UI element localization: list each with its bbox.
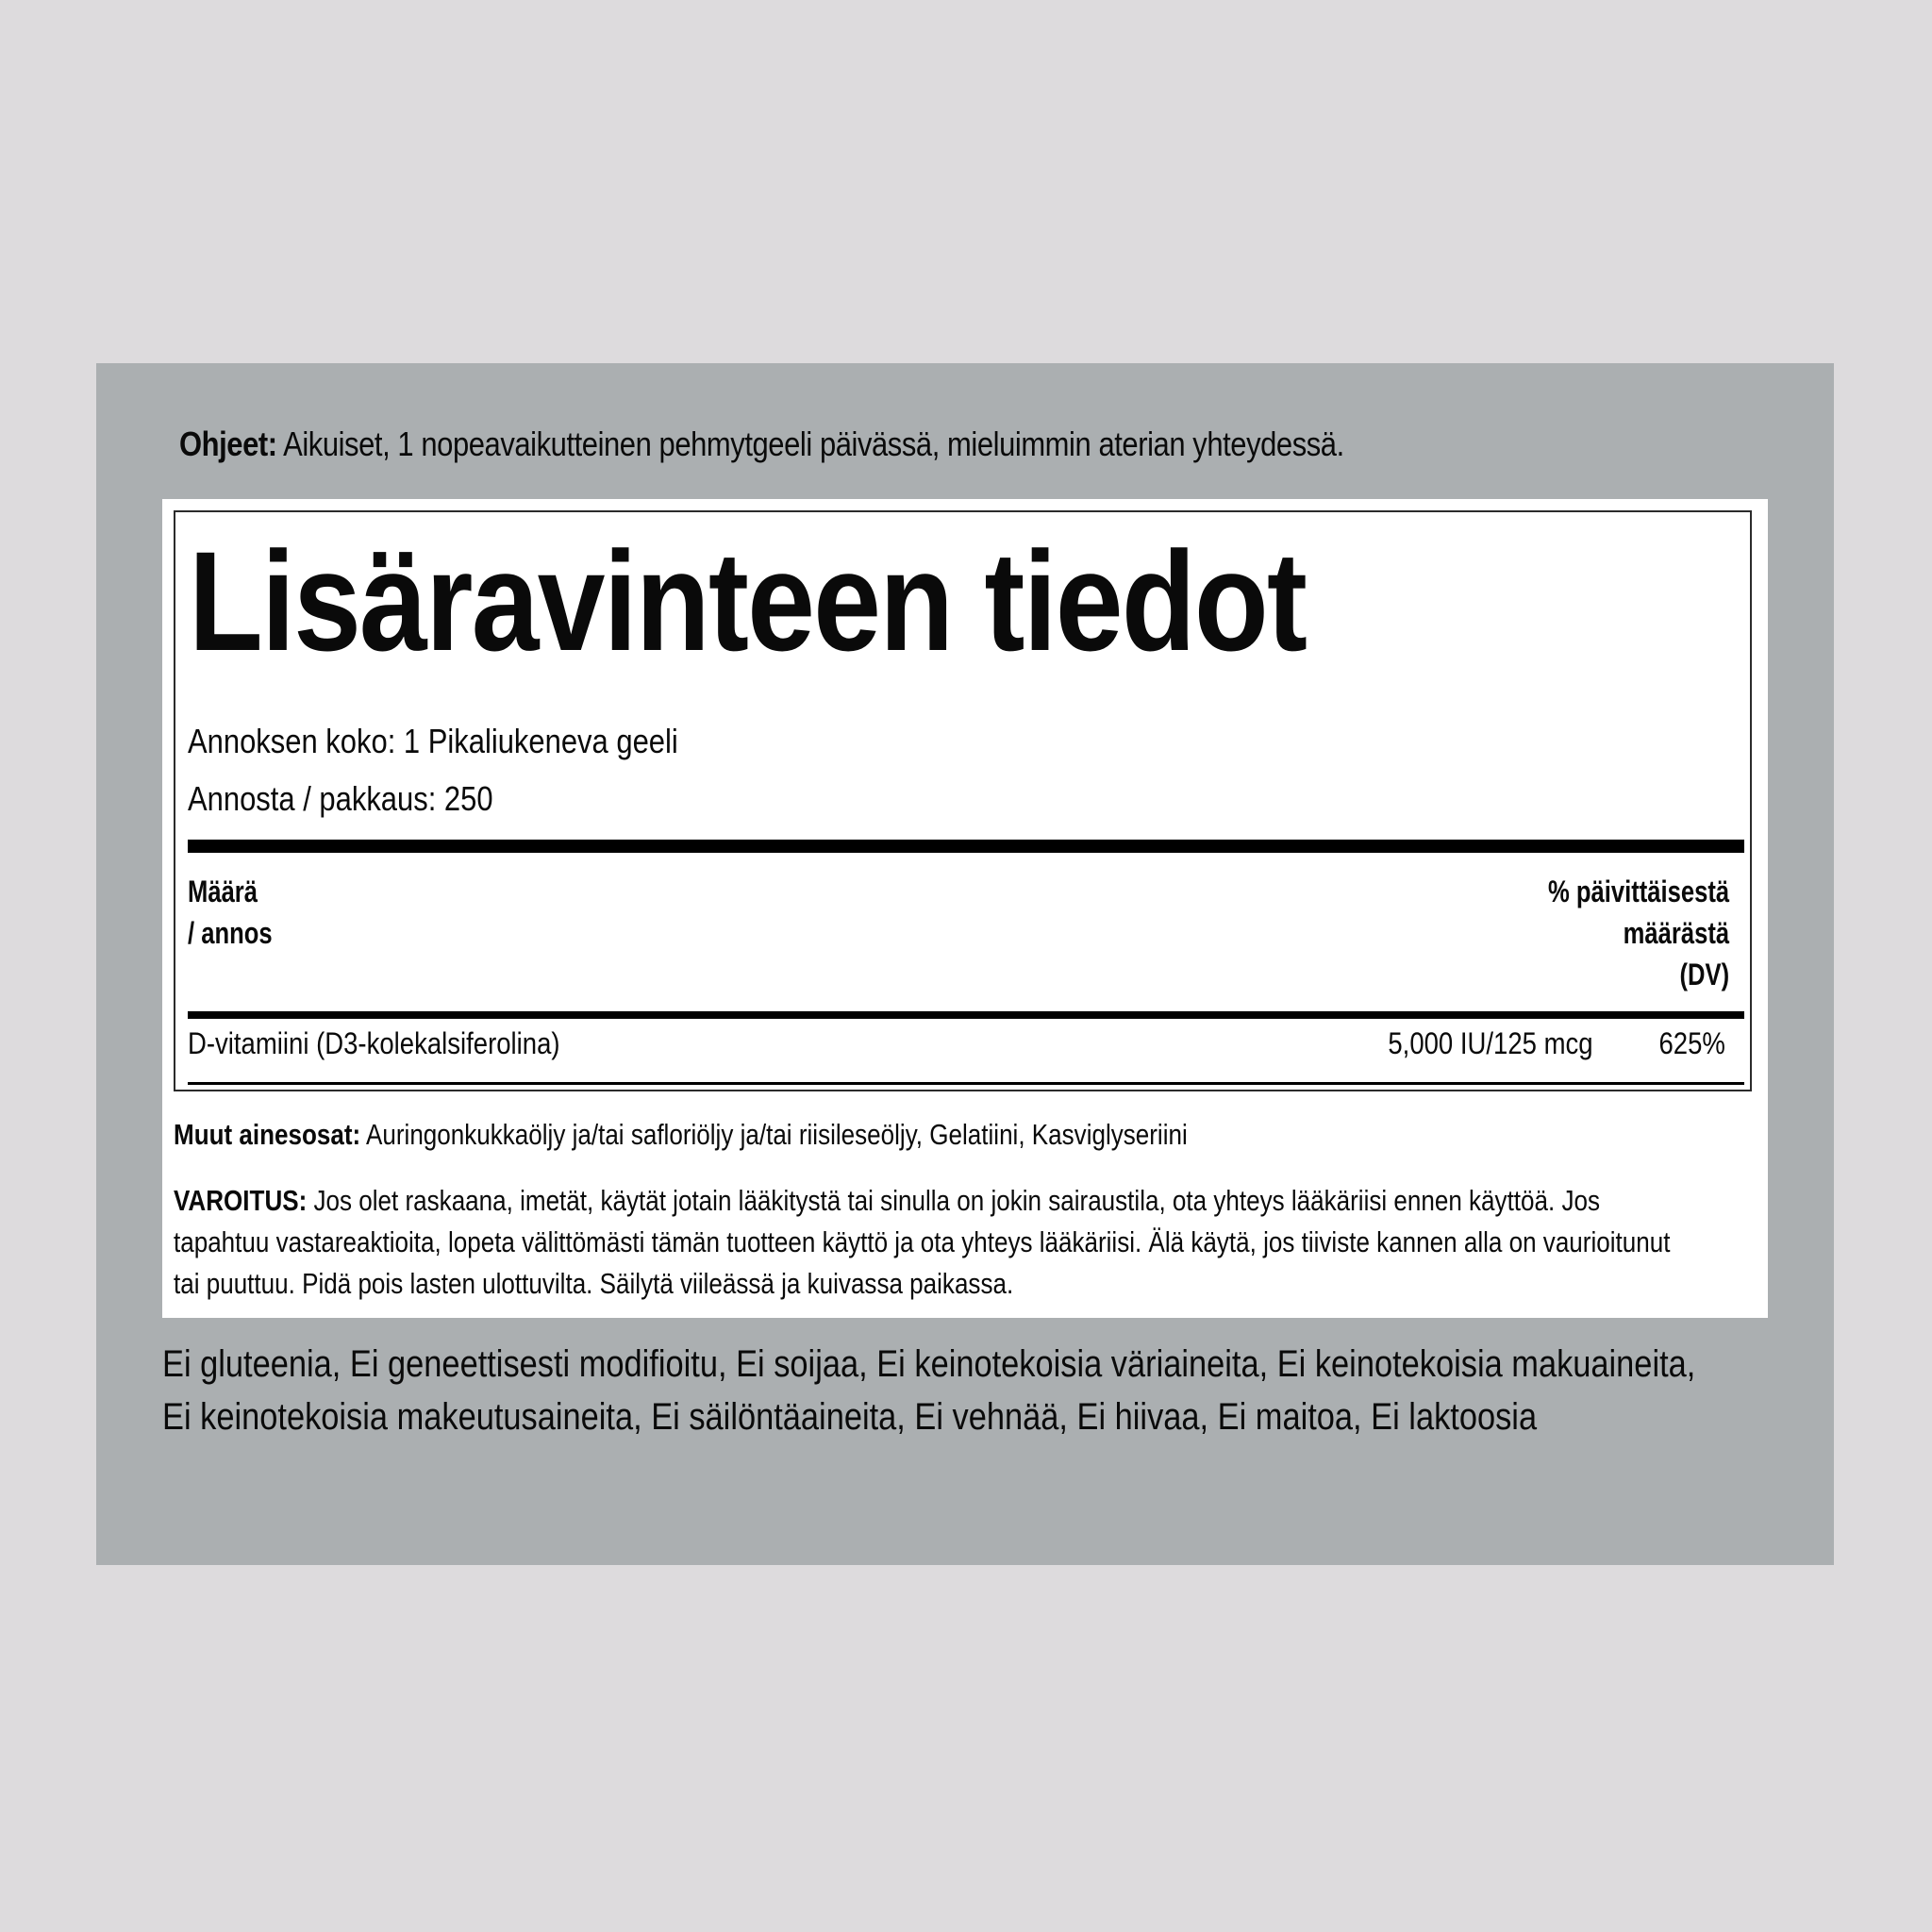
header-left-line-2: / annos xyxy=(188,916,273,950)
directions-text: Aikuiset, 1 nopeavaikutteinen pehmytgeeli päivässä, mieluimmin aterian yhteydessä. xyxy=(276,425,1344,463)
nutrient-daily-value: 625% xyxy=(1658,1026,1725,1060)
divider-thin xyxy=(188,1082,1744,1085)
divider-thick xyxy=(188,840,1744,853)
warning xyxy=(174,1180,1679,1305)
amount-per-serving-header xyxy=(188,871,273,954)
servings-per-container: Annosta / pakkaus: 250 xyxy=(188,779,493,818)
header-right-line-1: % päivittäisestä xyxy=(1547,874,1729,908)
supplement-facts-table xyxy=(174,510,1752,1091)
warning-label: VAROITUS: xyxy=(174,1184,308,1217)
daily-value-header xyxy=(1548,871,1729,995)
directions-label: Ohjeet: xyxy=(179,425,277,463)
nutrient-amount: 5,000 IU/125 mcg xyxy=(1388,1026,1593,1060)
divider-medium xyxy=(188,1011,1744,1019)
supplement-facts-card xyxy=(162,499,1768,1318)
header-right-line-2: määrästä xyxy=(1623,916,1729,950)
nutrient-name: D-vitamiini (D3-kolekalsiferolina) xyxy=(188,1026,560,1060)
other-ingredients-label: Muut ainesosat: xyxy=(174,1118,361,1151)
other-ingredients xyxy=(174,1118,1188,1152)
free-from-claims: Ei gluteenia, Ei geneettisesti modifioitu, Ei soijaa, Ei keinotekoisia väriaineita, Ei keinotekoisia makuaineita, Ei keinotekoisia makeutusaineita, Ei säilöntäaineita, Ei vehnää, Ei hiivaa, Ei maitoa, Ei laktoosia xyxy=(162,1343,1696,1438)
warning-text: Jos olet raskaana, imetät, käytät jotain lääkitystä tai sinulla on jokin sairaustila, ota yhteys lääkäriisi ennen käyttöä. Jos tapahtuu vastareaktioita, lopeta välittömästi tämän tuotteen käyttö ja ota yhteys lääkäriisi. Älä käytä, jos tiiviste kannen alla on vaurioitunut tai puuttuu. Pidä pois lasten ulottuvilta. Säilytä viileässä ja kuivassa paikassa. xyxy=(174,1184,1671,1300)
directions xyxy=(179,425,1344,464)
header-right-line-3: (DV) xyxy=(1679,958,1729,991)
serving-size: Annoksen koko: 1 Pikaliukeneva geeli xyxy=(188,722,678,760)
facts-title: Lisäravinteen tiedot xyxy=(189,522,1307,680)
nutrient-row xyxy=(188,1026,1725,1074)
header-left-line-1: Määrä xyxy=(188,874,258,908)
other-ingredients-text: Auringonkukkaöljy ja/tai safloriöljy ja/tai riisileseöljy, Gelatiini, Kasviglyseriini xyxy=(360,1118,1188,1151)
